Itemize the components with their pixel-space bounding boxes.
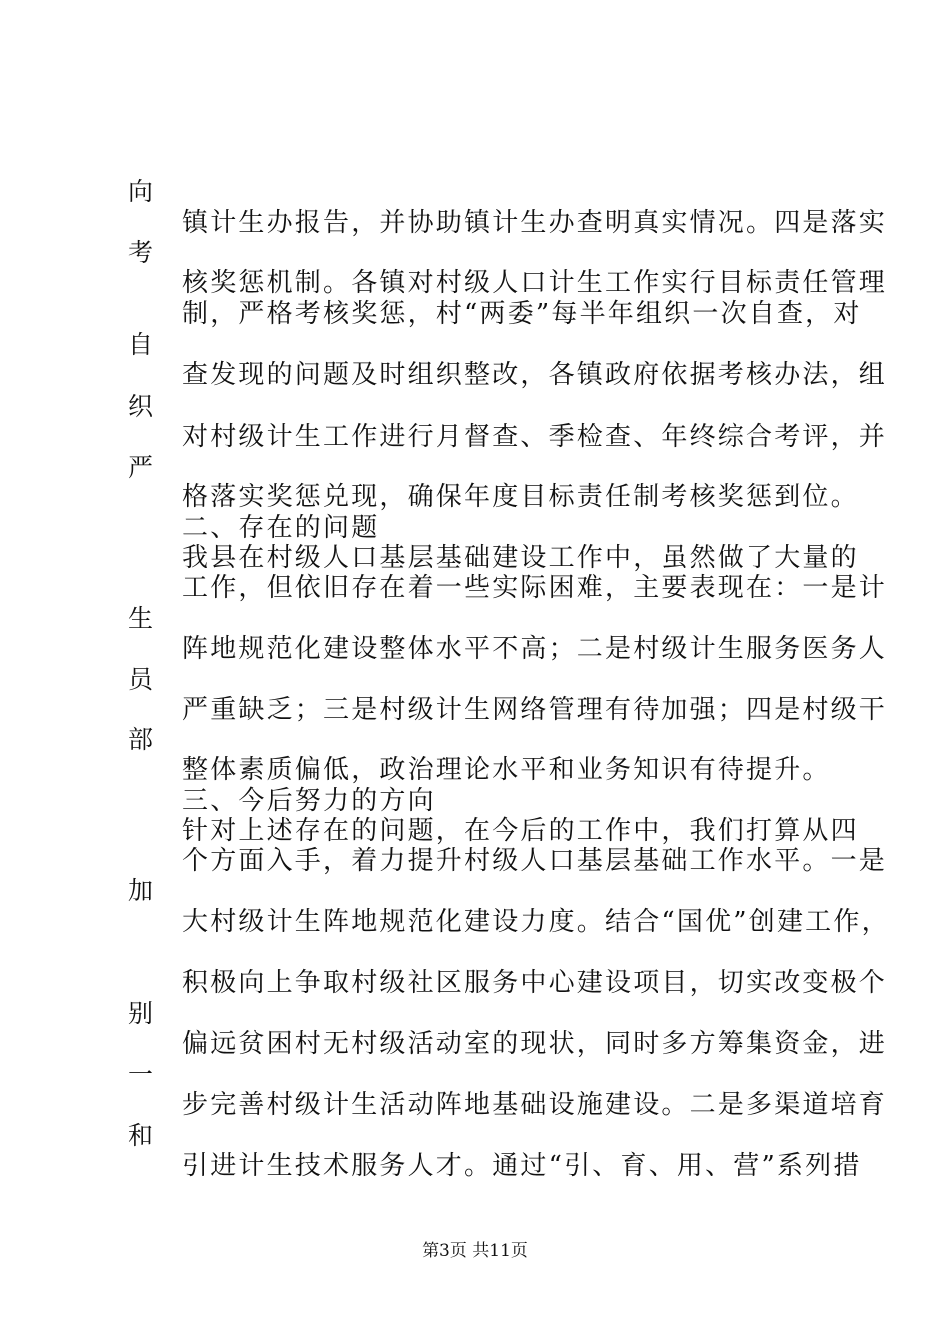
text-line: 个方面入手，着力提升村级人口基层基础工作水平。一是: [182, 846, 888, 876]
text-line: 我县在村级人口基层基础建设工作中，虽然做了大量的: [182, 543, 859, 573]
margin-char: 一: [128, 1060, 154, 1089]
text-line: 格落实奖惩兑现，确保年度目标责任制考核奖惩到位。: [182, 482, 859, 512]
text-line: 查发现的问题及时组织整改，各镇政府依据考核办法，组: [182, 360, 888, 390]
section-heading: 二、存在的问题: [182, 513, 380, 543]
page-footer: 第3页 共11页: [422, 1241, 528, 1261]
margin-char: 员: [128, 665, 154, 694]
text-line: 大村级计生阵地规范化建设力度。结合“国优”创建工作，: [182, 907, 890, 937]
text-line: 阵地规范化建设整体水平不高；二是村级计生服务医务人: [182, 634, 888, 664]
text-line: 偏远贫困村无村级活动室的现状，同时多方筹集资金，进: [182, 1029, 888, 1059]
text-line: 引进计生技术服务人才。通过“引、育、用、营”系列措: [182, 1151, 862, 1181]
text-line: 对村级计生工作进行月督查、季检查、年终综合考评，并: [182, 422, 888, 452]
text-line: 针对上述存在的问题，在今后的工作中，我们打算从四: [182, 816, 859, 846]
margin-char: 严: [128, 453, 154, 482]
margin-char: 自: [128, 330, 154, 359]
section-heading: 三、今后努力的方向: [182, 786, 436, 816]
text-line: 制，严格考核奖惩，村“两委”每半年组织一次自查，对: [182, 299, 862, 329]
text-line: 整体素质偏低，政治理论水平和业务知识有待提升。: [182, 755, 831, 785]
margin-char: 向: [128, 177, 154, 206]
margin-char: 生: [128, 604, 154, 633]
text-line: 严重缺乏；三是村级计生网络管理有待加强；四是村级干: [182, 695, 888, 725]
text-line: 步完善村级计生活动阵地基础设施建设。二是多渠道培育: [182, 1090, 888, 1120]
text-line: 镇计生办报告，并协助镇计生办查明真实情况。四是落实: [182, 208, 888, 238]
text-line: 核奖惩机制。各镇对村级人口计生工作实行目标责任管理: [182, 268, 888, 298]
margin-char: 别: [128, 999, 154, 1028]
margin-char: 考: [128, 238, 154, 267]
margin-char: 织: [128, 392, 154, 421]
margin-char: 和: [128, 1121, 154, 1150]
text-line: 积极向上争取村级社区服务中心建设项目，切实改变极个: [182, 968, 888, 998]
text-line: 工作，但依旧存在着一些实际困难，主要表现在：一是计: [182, 573, 888, 603]
margin-char: 加: [128, 876, 154, 905]
margin-char: 部: [128, 725, 154, 754]
